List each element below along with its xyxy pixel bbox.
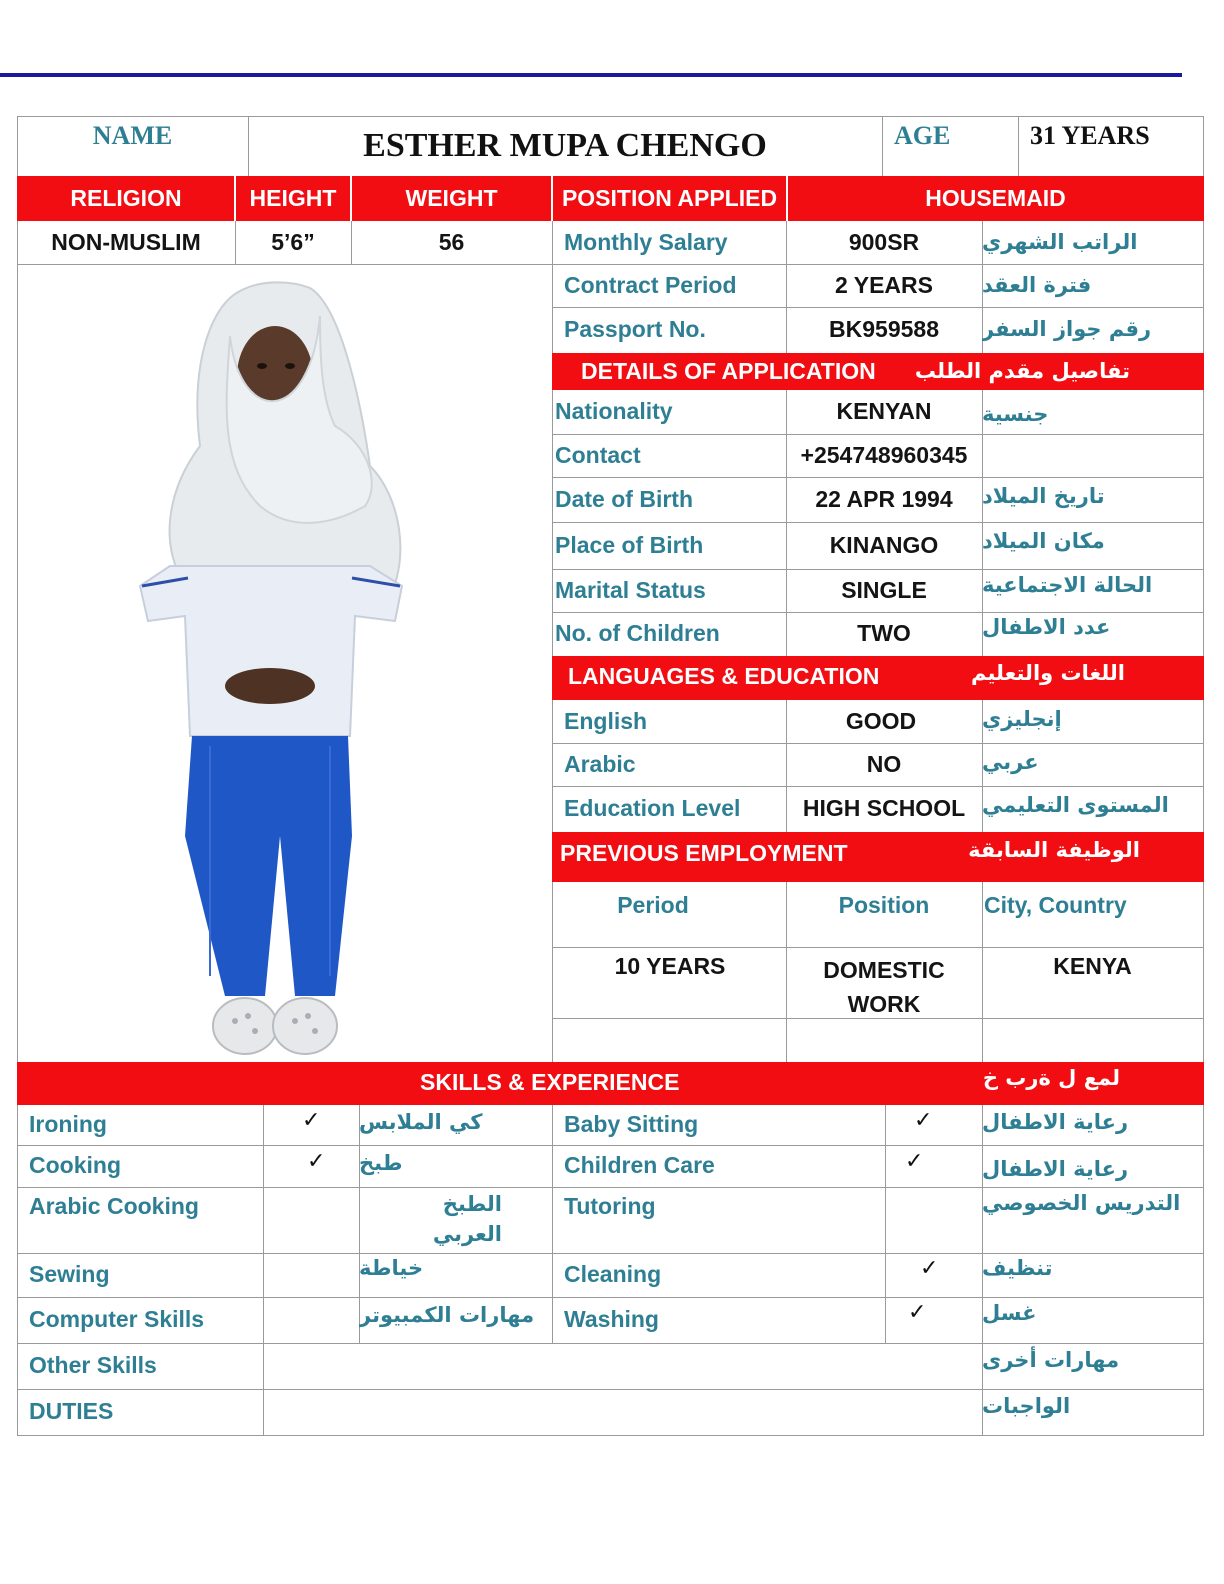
employment-position-value <box>786 947 982 1018</box>
name-label: NAME <box>92 121 173 150</box>
skill-washing-check-icon: ✓ <box>908 1300 927 1325</box>
skill-baby-sitting-check-icon: ✓ <box>914 1108 933 1133</box>
passport-value: BK959588 <box>829 315 939 342</box>
skill-children-care-arabic: رعاية الاطفال <box>982 1157 1129 1182</box>
pob-arabic: مكان الميلاد <box>982 529 1105 554</box>
other-skills-arabic: مهارات أخرى <box>982 1348 1120 1373</box>
skill-washing-label: Washing <box>564 1306 659 1333</box>
contact-arabic <box>982 434 1203 477</box>
skill-ironing-check-icon: ✓ <box>302 1108 321 1133</box>
skill-sewing-arabic: خياطة <box>359 1256 424 1281</box>
dob-label: Date of Birth <box>555 485 693 512</box>
monthly-salary-arabic: الراتب الشهري <box>982 229 1138 254</box>
contract-period-label: Contract Period <box>564 271 737 298</box>
monthly-salary-label: Monthly Salary <box>564 228 728 255</box>
skill-cooking-arabic: طبخ <box>359 1151 403 1176</box>
religion-value: NON-MUSLIM <box>51 228 201 255</box>
skill-cleaning-arabic: تنظيف <box>982 1256 1053 1281</box>
skill-arabic-cooking-arabic-line-1: الطبخ <box>442 1192 502 1216</box>
nationality-arabic: جنسية <box>982 402 1049 427</box>
skill-ironing-arabic: كي الملابس <box>359 1110 483 1135</box>
weight-header: WEIGHT <box>405 184 498 211</box>
children-arabic: عدد الاطفال <box>982 615 1111 640</box>
dob-arabic: تاريخ الميلاد <box>982 484 1105 509</box>
skills-title: SKILLS & EXPERIENCE <box>420 1069 680 1095</box>
employment-period-value: 10 YEARS <box>614 953 726 979</box>
pob-value: KINANGO <box>829 531 939 558</box>
skill-computer-label: Computer Skills <box>29 1306 205 1333</box>
arabic-label: Arabic <box>564 750 636 777</box>
dob-value: 22 APR 1994 <box>815 485 953 512</box>
employment-position-line-1: DOMESTIC <box>823 957 945 983</box>
contract-period-value: 2 YEARS <box>834 271 933 298</box>
marital-status-value: SINGLE <box>841 576 927 603</box>
contact-value: +254748960345 <box>800 441 968 468</box>
english-value: GOOD <box>845 707 917 734</box>
nationality-label: Nationality <box>555 398 673 425</box>
age-label: AGE <box>894 121 951 150</box>
arabic-arabic: عربي <box>982 750 1039 775</box>
contact-label: Contact <box>555 441 641 468</box>
employment-title: PREVIOUS EMPLOYMENT <box>560 840 848 866</box>
skill-tutoring-label: Tutoring <box>564 1193 656 1219</box>
other-skills-label: Other Skills <box>29 1352 157 1379</box>
applicant-name: ESTHER MUPA CHENGO <box>363 126 767 164</box>
skill-sewing-label: Sewing <box>29 1261 110 1288</box>
skill-ironing-label: Ironing <box>29 1111 107 1138</box>
details-title: DETAILS OF APPLICATION <box>581 358 876 384</box>
age-value: 31 YEARS <box>1030 121 1150 150</box>
employment-location-header: City, Country <box>984 892 1127 918</box>
contract-period-arabic: فترة العقد <box>982 272 1092 297</box>
passport-arabic: رقم جواز السفر <box>982 316 1152 341</box>
height-header: HEIGHT <box>249 184 337 211</box>
religion-header: RELIGION <box>70 184 182 211</box>
skill-children-care-check-icon: ✓ <box>905 1149 924 1174</box>
passport-label: Passport No. <box>564 315 706 342</box>
skill-computer-arabic: مهارات الكمبيوتر <box>359 1303 535 1328</box>
english-arabic: إنجليزي <box>982 707 1062 732</box>
education-arabic: المستوى التعليمي <box>982 793 1169 818</box>
employment-title-arabic: الوظيفة السابقة <box>968 838 1140 862</box>
skills-title-arabic: لمع ل ةرب خ <box>982 1066 1120 1090</box>
weight-value: 56 <box>438 228 465 255</box>
marital-status-label: Marital Status <box>555 576 706 603</box>
position-applied-header: POSITION APPLIED <box>561 184 778 211</box>
children-value: TWO <box>857 620 911 647</box>
position-value: HOUSEMAID <box>925 184 1066 211</box>
english-label: English <box>564 707 648 734</box>
skill-baby-sitting-label: Baby Sitting <box>564 1111 699 1138</box>
employment-position-line-2: WORK <box>847 991 921 1017</box>
top-rule <box>0 73 1182 77</box>
skill-cooking-check-icon: ✓ <box>307 1149 326 1174</box>
height-value: 5’6” <box>271 228 315 255</box>
nationality-value: KENYAN <box>836 398 932 425</box>
employment-period-header: Period <box>617 892 689 918</box>
skill-tutoring-arabic: التدريس الخصوصي <box>982 1191 1181 1215</box>
duties-arabic: الواجبات <box>982 1394 1071 1419</box>
skill-cooking-label: Cooking <box>29 1152 121 1179</box>
education-value: HIGH SCHOOL <box>802 795 966 822</box>
skill-children-care-label: Children Care <box>564 1152 715 1179</box>
pob-label: Place of Birth <box>555 531 704 558</box>
duties-label: DUTIES <box>29 1398 114 1425</box>
details-title-arabic: تفاصيل مقدم الطلب <box>914 359 1130 383</box>
education-label: Education Level <box>564 795 741 822</box>
skill-washing-arabic: غسل <box>982 1301 1037 1326</box>
skill-arabic-cooking-arabic <box>380 1189 502 1249</box>
skill-baby-sitting-arabic: رعاية الاطفال <box>982 1110 1129 1135</box>
languages-title: LANGUAGES & EDUCATION <box>568 663 880 689</box>
employment-location-value: KENYA <box>1053 953 1132 979</box>
languages-title-arabic: اللغات والتعليم <box>971 661 1125 685</box>
applicant-photo <box>130 276 430 1066</box>
skill-cleaning-label: Cleaning <box>564 1261 662 1288</box>
employment-position-header: Position <box>838 892 930 918</box>
skill-cleaning-check-icon: ✓ <box>920 1256 939 1281</box>
skill-arabic-cooking-arabic-line-2: العربي <box>432 1222 502 1246</box>
marital-status-arabic: الحالة الاجتماعية <box>982 573 1153 598</box>
monthly-salary-value: 900SR <box>848 228 920 255</box>
arabic-value: NO <box>866 750 902 777</box>
children-label: No. of Children <box>555 620 720 647</box>
skill-arabic-cooking-label: Arabic Cooking <box>29 1193 199 1219</box>
